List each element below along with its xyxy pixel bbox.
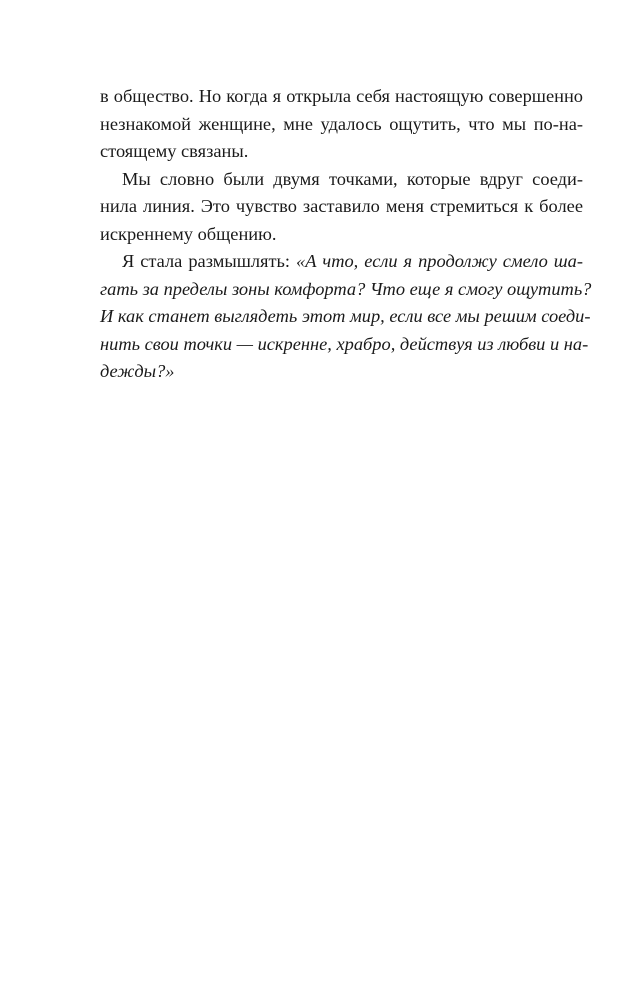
text-italic-quote: «А что, если я продолжу смело ша- — [296, 251, 583, 271]
paragraph-3 — [100, 248, 592, 386]
page-body — [100, 83, 592, 386]
paragraph-2 — [100, 166, 583, 249]
text-plain: Я стала размышлять: — [122, 251, 297, 271]
text-line: нила линия. Это чувство заставило меня стремиться к более — [100, 196, 583, 216]
text-line-italic: гать за пределы зоны комфорта? Что еще я смогу ощутить? — [100, 278, 592, 299]
text-line: искреннему общению. — [100, 223, 277, 244]
paragraph-1 — [100, 83, 583, 166]
text-line: незнакомой женщине, мне удалось ощутить, что мы по-на- — [100, 113, 583, 134]
text-line — [100, 248, 583, 276]
text-line-italic: дежды?» — [100, 361, 175, 381]
text-line: стоящему связаны. — [100, 141, 249, 161]
text-line: Мы словно были двумя точками, которые вдруг соеди- — [122, 168, 583, 189]
text-line-italic: И как станет выглядеть этот мир, если все мы решим соеди- — [100, 306, 591, 326]
text-line: в общество. Но когда я открыла себя настоящую совершенно — [100, 86, 583, 106]
text-line-italic: нить свои точки — искренне, храбро, действуя из любви и на- — [100, 333, 589, 354]
